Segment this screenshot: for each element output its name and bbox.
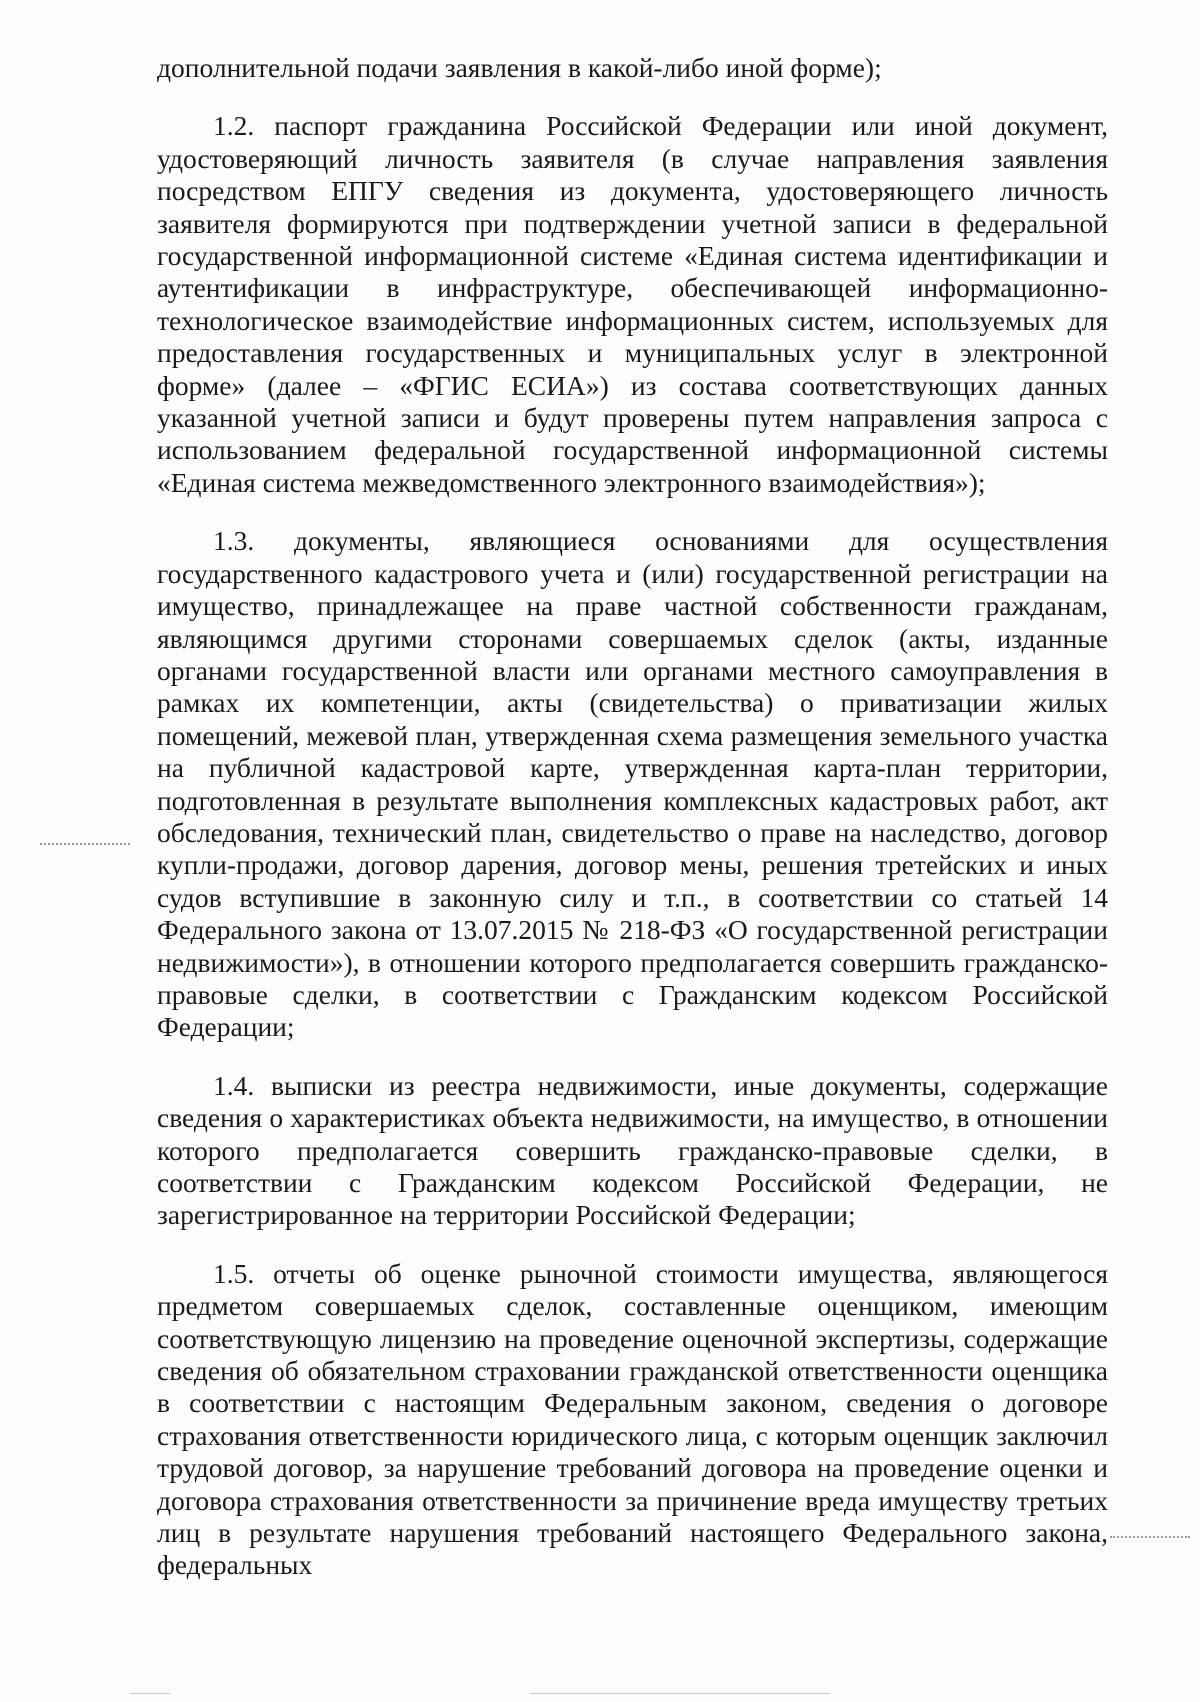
scan-artifact [1110,1536,1190,1539]
paragraph-item-1-4: 1.4. выписки из реестра недвижимости, иные документы, содержащие сведения о характеристиках объекта недвижимости, на имущество, в отношении которого предполагается совершить гражданско-правовые сделки, в соответствии с Гражданским кодексом Российской Федерации, не зарегистрированное на территории Российской Федерации; [157,1069,1108,1231]
document-body [157,52,1108,1582]
paragraph-item-1-5: 1.5. отчеты об оценке рыночной стоимости имущества, являющегося предметом совершаемых сделок, составленные оценщиком, имеющим соответствующую лицензию на проведение оценочной экспертизы, содержащие сведения об обязательном страховании гражданской ответственности оценщика в соответствии с настоящим Федеральным законом, сведения о договоре страхования ответственности юридического лица, с которым оценщик заключил трудовой договор, за нарушение требований договора на проведение оценки и договора страхования ответственности за причинение вреда имуществу третьих лиц в результате нарушения требований настоящего Федерального закона, федеральных [157,1257,1108,1581]
bottom-rule [130,1693,170,1694]
paragraph-item-1-3: 1.3. документы, являющиеся основаниями для осуществления государственного кадастрового учета и (или) государственной регистрации на имущество, принадлежащее на праве частной собственности гражданам, являющимся другими сторонами совершаемых сделок (акты, изданные органами государственной власти или органами местного самоуправления в рамках их компетенции, акты (свидетельства) о приватизации жилых помещений, межевой план, утвержденная схема размещения земельного участка на публичной кадастровой карте, утвержденная карта-план территории, подготовленная в результате выполнения комплексных кадастровых работ, акт обследования, технический план, свидетельство о праве на наследство, договор купли-продажи, договор дарения, договор мены, решения третейских и иных судов вступившие в законную силу и т.п., в соответствии со статьей 14 Федерального закона от 13.07.2015 № 218-ФЗ «О государственной регистрации недвижимости»), в отношении которого предполагается совершить гражданско-правовые сделки, в соответствии с Гражданским кодексом Российской Федерации; [157,525,1108,1043]
paragraph-item-1-2: 1.2. паспорт гражданина Российской Федерации или иной документ, удостоверяющий личность заявителя (в случае направления заявления посредством ЕПГУ сведения из документа, удостоверяющего личность заявителя формируются при подтверждении учетной записи в федеральной государственной информационной системе «Единая система идентификации и аутентификации в инфраструктуре, обеспечивающей информационно-технологическое взаимодействие информационных систем, используемых для предоставления государственных и муниципальных услуг в электронной форме» (далее – «ФГИС ЕСИА») из состава соответствующих данных указанной учетной записи и будут проверены путем направления запроса с использованием федеральной государственной информационной системы «Единая система межведомственного электронного взаимодействия»); [157,110,1108,498]
paragraph-continuation: дополнительной подачи заявления в какой-либо иной форме); [157,52,882,83]
bottom-rule [530,1693,830,1694]
scan-artifact [40,843,130,846]
